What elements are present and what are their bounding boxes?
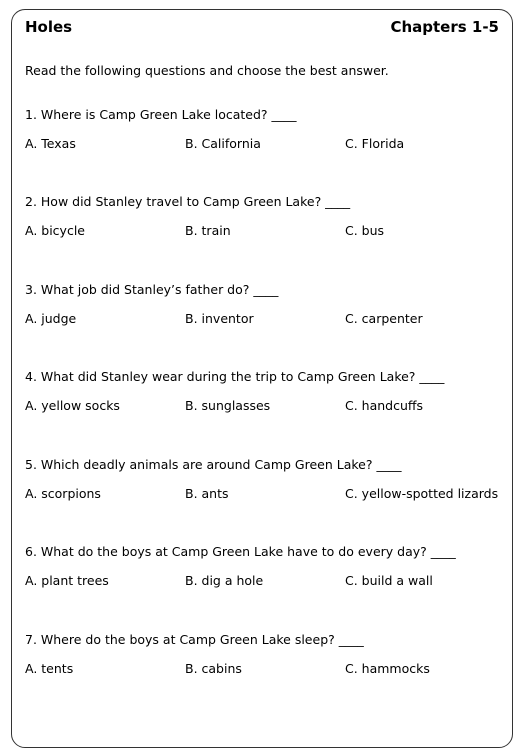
answer-option-b: B. sunglasses: [185, 398, 271, 413]
worksheet: [11, 9, 513, 748]
answer-option-b: B. ants: [185, 486, 229, 501]
answer-options: [25, 135, 505, 153]
answer-option-c: C. carpenter: [345, 311, 423, 326]
answer-option-b: B. California: [185, 136, 261, 151]
worksheet-title: Holes: [25, 18, 73, 36]
answer-option-b: B. cabins: [185, 661, 242, 676]
question-6: [25, 543, 505, 590]
answer-options: [25, 572, 505, 590]
question-2: [25, 193, 505, 240]
answer-option-b: B. inventor: [185, 311, 254, 326]
answer-option-a: A. scorpions: [25, 486, 101, 501]
answer-options: [25, 310, 505, 328]
answer-option-a: A. tents: [25, 661, 74, 676]
question-text: 6. What do the boys at Camp Green Lake have to do every day? ____: [25, 544, 456, 559]
answer-options: [25, 397, 505, 415]
answer-option-b: B. dig a hole: [185, 573, 264, 588]
chapters-label: Chapters 1-5: [390, 18, 499, 36]
question-text: 7. Where do the boys at Camp Green Lake sleep? ____: [25, 632, 364, 647]
answer-option-c: C. handcuffs: [345, 398, 424, 413]
question-7: [25, 631, 505, 678]
answer-options: [25, 485, 505, 503]
question-3: [25, 281, 505, 328]
worksheet-header: [25, 16, 499, 38]
answer-option-a: A. yellow socks: [25, 398, 120, 413]
answer-option-a: A. Texas: [25, 136, 76, 151]
answer-option-a: A. bicycle: [25, 223, 85, 238]
question-1: [25, 106, 505, 153]
question-text: 2. How did Stanley travel to Camp Green Lake? ____: [25, 194, 351, 209]
answer-option-a: A. judge: [25, 311, 77, 326]
answer-option-c: C. bus: [345, 223, 385, 238]
answer-option-a: A. plant trees: [25, 573, 109, 588]
answer-options: [25, 222, 505, 240]
answer-option-c: C. yellow-spotted lizards: [345, 486, 499, 501]
question-5: [25, 456, 505, 503]
answer-option-b: B. train: [185, 223, 231, 238]
question-text: 4. What did Stanley wear during the trip to Camp Green Lake? ____: [25, 369, 445, 384]
answer-option-c: C. Florida: [345, 136, 405, 151]
answer-option-c: C. hammocks: [345, 661, 430, 676]
answer-options: [25, 660, 505, 678]
question-text: 3. What job did Stanley’s father do? ____: [25, 282, 279, 297]
question-text: 5. Which deadly animals are around Camp Green Lake? ____: [25, 457, 402, 472]
question-4: [25, 368, 505, 415]
question-text: 1. Where is Camp Green Lake located? ____: [25, 107, 297, 122]
answer-option-c: C. build a wall: [345, 573, 433, 588]
instructions: Read the following questions and choose the best answer.: [25, 63, 389, 78]
